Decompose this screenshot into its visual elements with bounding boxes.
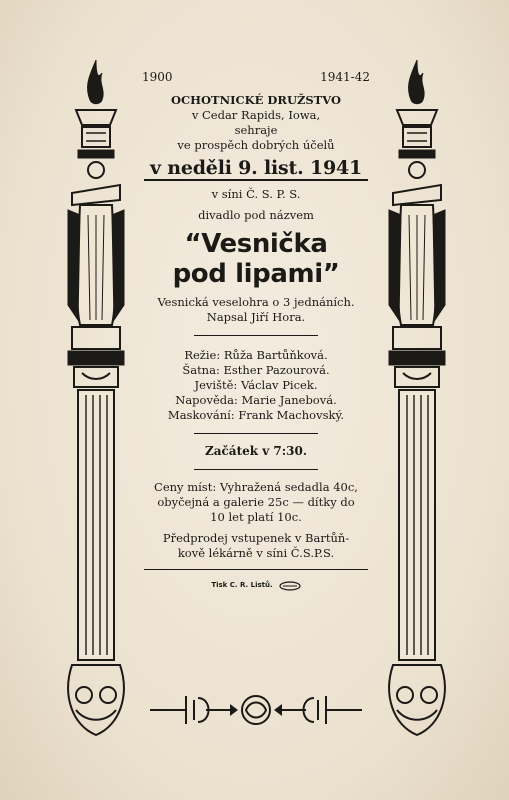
- org-name: OCHOTNICKÉ DRUŽSTVO: [171, 93, 341, 107]
- divider: [194, 433, 318, 434]
- divider: [194, 335, 318, 336]
- torch-pillar-icon: [62, 55, 130, 745]
- divider: [144, 179, 368, 181]
- printer-mark-icon: [279, 581, 301, 591]
- year-right: 1941-42: [320, 70, 370, 84]
- years-row: [142, 70, 370, 85]
- presale: [142, 531, 370, 561]
- credits-list: [142, 348, 370, 423]
- divider: [194, 469, 318, 470]
- presale-line: kově lékárně v síni Č.S.P.S.: [177, 546, 335, 560]
- play-subtitle2: Napsal Jiří Hora.: [206, 310, 306, 324]
- credit-line: Maskování: Frank Machovský.: [167, 408, 345, 422]
- price-line: Ceny míst: Vyhražená sedadla 40c,: [154, 480, 358, 494]
- play-title-line1: “Vesnička: [184, 229, 328, 259]
- printer-text: Tisk C. R. Listů.: [211, 581, 273, 589]
- price-line: 10 let platí 10c.: [210, 510, 302, 524]
- play-title: [142, 229, 370, 289]
- printer-credit: [142, 578, 370, 593]
- credit-line: Šatna: Esther Pazourová.: [182, 363, 330, 377]
- credit-line: Režie: Růža Bartůňková.: [184, 348, 328, 362]
- torch-pillar-icon: [383, 55, 451, 745]
- play-title-line2: pod lipami”: [172, 259, 340, 289]
- play-subtitle1: Vesnická veselohra o 3 jednáních.: [157, 295, 355, 309]
- credit-line: Jeviště: Václav Picek.: [194, 378, 318, 392]
- presale-line: Předprodej vstupenek v Bartůň-: [162, 531, 350, 545]
- start-time: Začátek v 7:30.: [204, 444, 308, 458]
- year-left: 1900: [142, 70, 173, 84]
- purpose: ve prospěch dobrých účelů: [177, 138, 335, 152]
- credit-line: Napověda: Marie Janebová.: [175, 393, 337, 407]
- divider: [144, 569, 368, 570]
- performance-date: v neděli 9. list. 1941: [149, 157, 363, 179]
- scroll-ornament-icon: [146, 690, 366, 730]
- location: v Cedar Rapids, Iowa,: [191, 108, 321, 122]
- venue: v síni Č. S. P. S.: [211, 187, 301, 201]
- price-line: obyčejná a galerie 25c — dítky do: [157, 495, 355, 509]
- prices: [142, 480, 370, 525]
- verb: sehraje: [234, 123, 278, 137]
- intro: divadlo pod názvem: [198, 208, 314, 222]
- program-text: [142, 70, 370, 593]
